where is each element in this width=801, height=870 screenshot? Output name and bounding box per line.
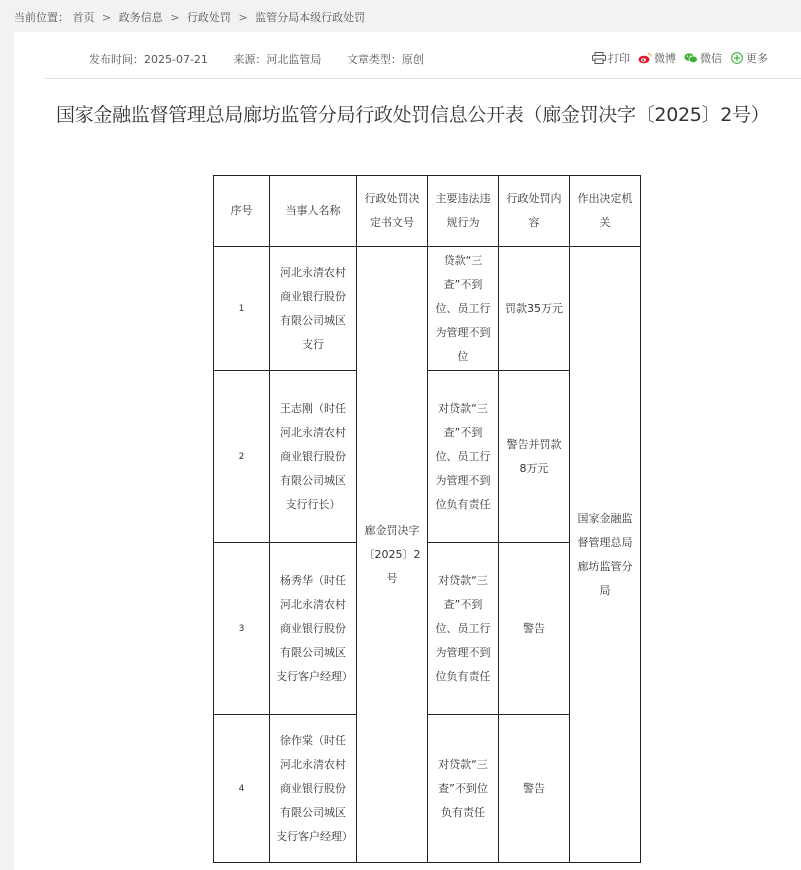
row-party: 杨秀华（时任河北永清农村商业银行股份有限公司城区支行客户经理） [270,543,357,715]
printer-icon [592,52,606,64]
penalty-table [213,175,641,863]
authority-cell: 国家金融监督管理总局廊坊监管分局 [570,247,641,863]
header-party: 当事人名称 [270,176,357,247]
weibo-share-button[interactable] [638,50,676,66]
row-no: 4 [214,715,270,863]
more-label: 更多 [746,52,768,65]
breadcrumb-home-link[interactable]: 首页 [72,11,95,24]
row-violation: 对贷款“三查”不到位、员工行为管理不到位负有责任 [428,543,499,715]
article-card [14,32,801,870]
wechat-share-button[interactable] [684,50,722,66]
breadcrumb-separator: > [170,11,180,24]
header-violation: 主要违法违规行为 [428,176,499,247]
publish-time: 发布时间：2025-07-21 [89,53,208,66]
header-doc-no: 行政处罚决定书文号 [357,176,428,247]
page-title: 国家金融监督管理总局廊坊监管分局行政处罚信息公开表（廊金罚决字〔2025〕2号） [56,104,770,126]
header-no: 序号 [214,176,270,247]
table-row [214,247,641,371]
row-penalty: 罚款35万元 [499,247,570,371]
header-authority: 作出决定机关 [570,176,641,247]
breadcrumb-penalty-link[interactable]: 行政处罚 [186,11,231,24]
row-violation: 贷款“三查”不到位、员工行为管理不到位 [428,247,499,371]
print-button[interactable] [592,50,630,66]
row-party: 河北永清农村商业银行股份有限公司城区支行 [270,247,357,371]
table-header-row [214,176,641,247]
row-penalty: 警告 [499,543,570,715]
doc-type: 文章类型：原创 [346,53,424,66]
breadcrumb-separator: > [102,11,112,24]
row-party: 徐作棠（时任河北永清农村商业银行股份有限公司城区支行客户经理） [270,715,357,863]
wechat-label: 微信 [700,52,722,65]
print-label: 打印 [608,52,630,65]
breadcrumb-branch-penalty-link[interactable]: 监管分局本级行政处罚 [255,11,366,24]
breadcrumb-prefix: 当前位置： [14,11,69,24]
article-meta [89,51,446,67]
breadcrumb-separator: > [238,11,248,24]
breadcrumb-gov-info-link[interactable]: 政务信息 [118,11,163,24]
more-share-button[interactable] [730,50,768,66]
source: 来源：河北监管局 [233,53,322,66]
row-no: 3 [214,543,270,715]
wechat-icon [684,52,698,64]
row-penalty: 警告 [499,715,570,863]
breadcrumb [0,0,801,32]
row-penalty: 警告并罚款8万元 [499,371,570,543]
row-violation: 对贷款“三查”不到位负有责任 [428,715,499,863]
weibo-icon [638,52,652,64]
header-penalty: 行政处罚内容 [499,176,570,247]
row-violation: 对贷款“三查”不到位、员工行为管理不到位负有责任 [428,371,499,543]
meta-divider [44,78,801,79]
row-party: 王志刚（时任河北永清农村商业银行股份有限公司城区支行行长） [270,371,357,543]
plus-circle-icon [730,52,744,64]
share-bar [592,50,776,66]
weibo-label: 微博 [654,52,676,65]
doc-no-cell: 廊金罚决字〔2025〕2号 [357,247,428,863]
row-no: 2 [214,371,270,543]
row-no: 1 [214,247,270,371]
